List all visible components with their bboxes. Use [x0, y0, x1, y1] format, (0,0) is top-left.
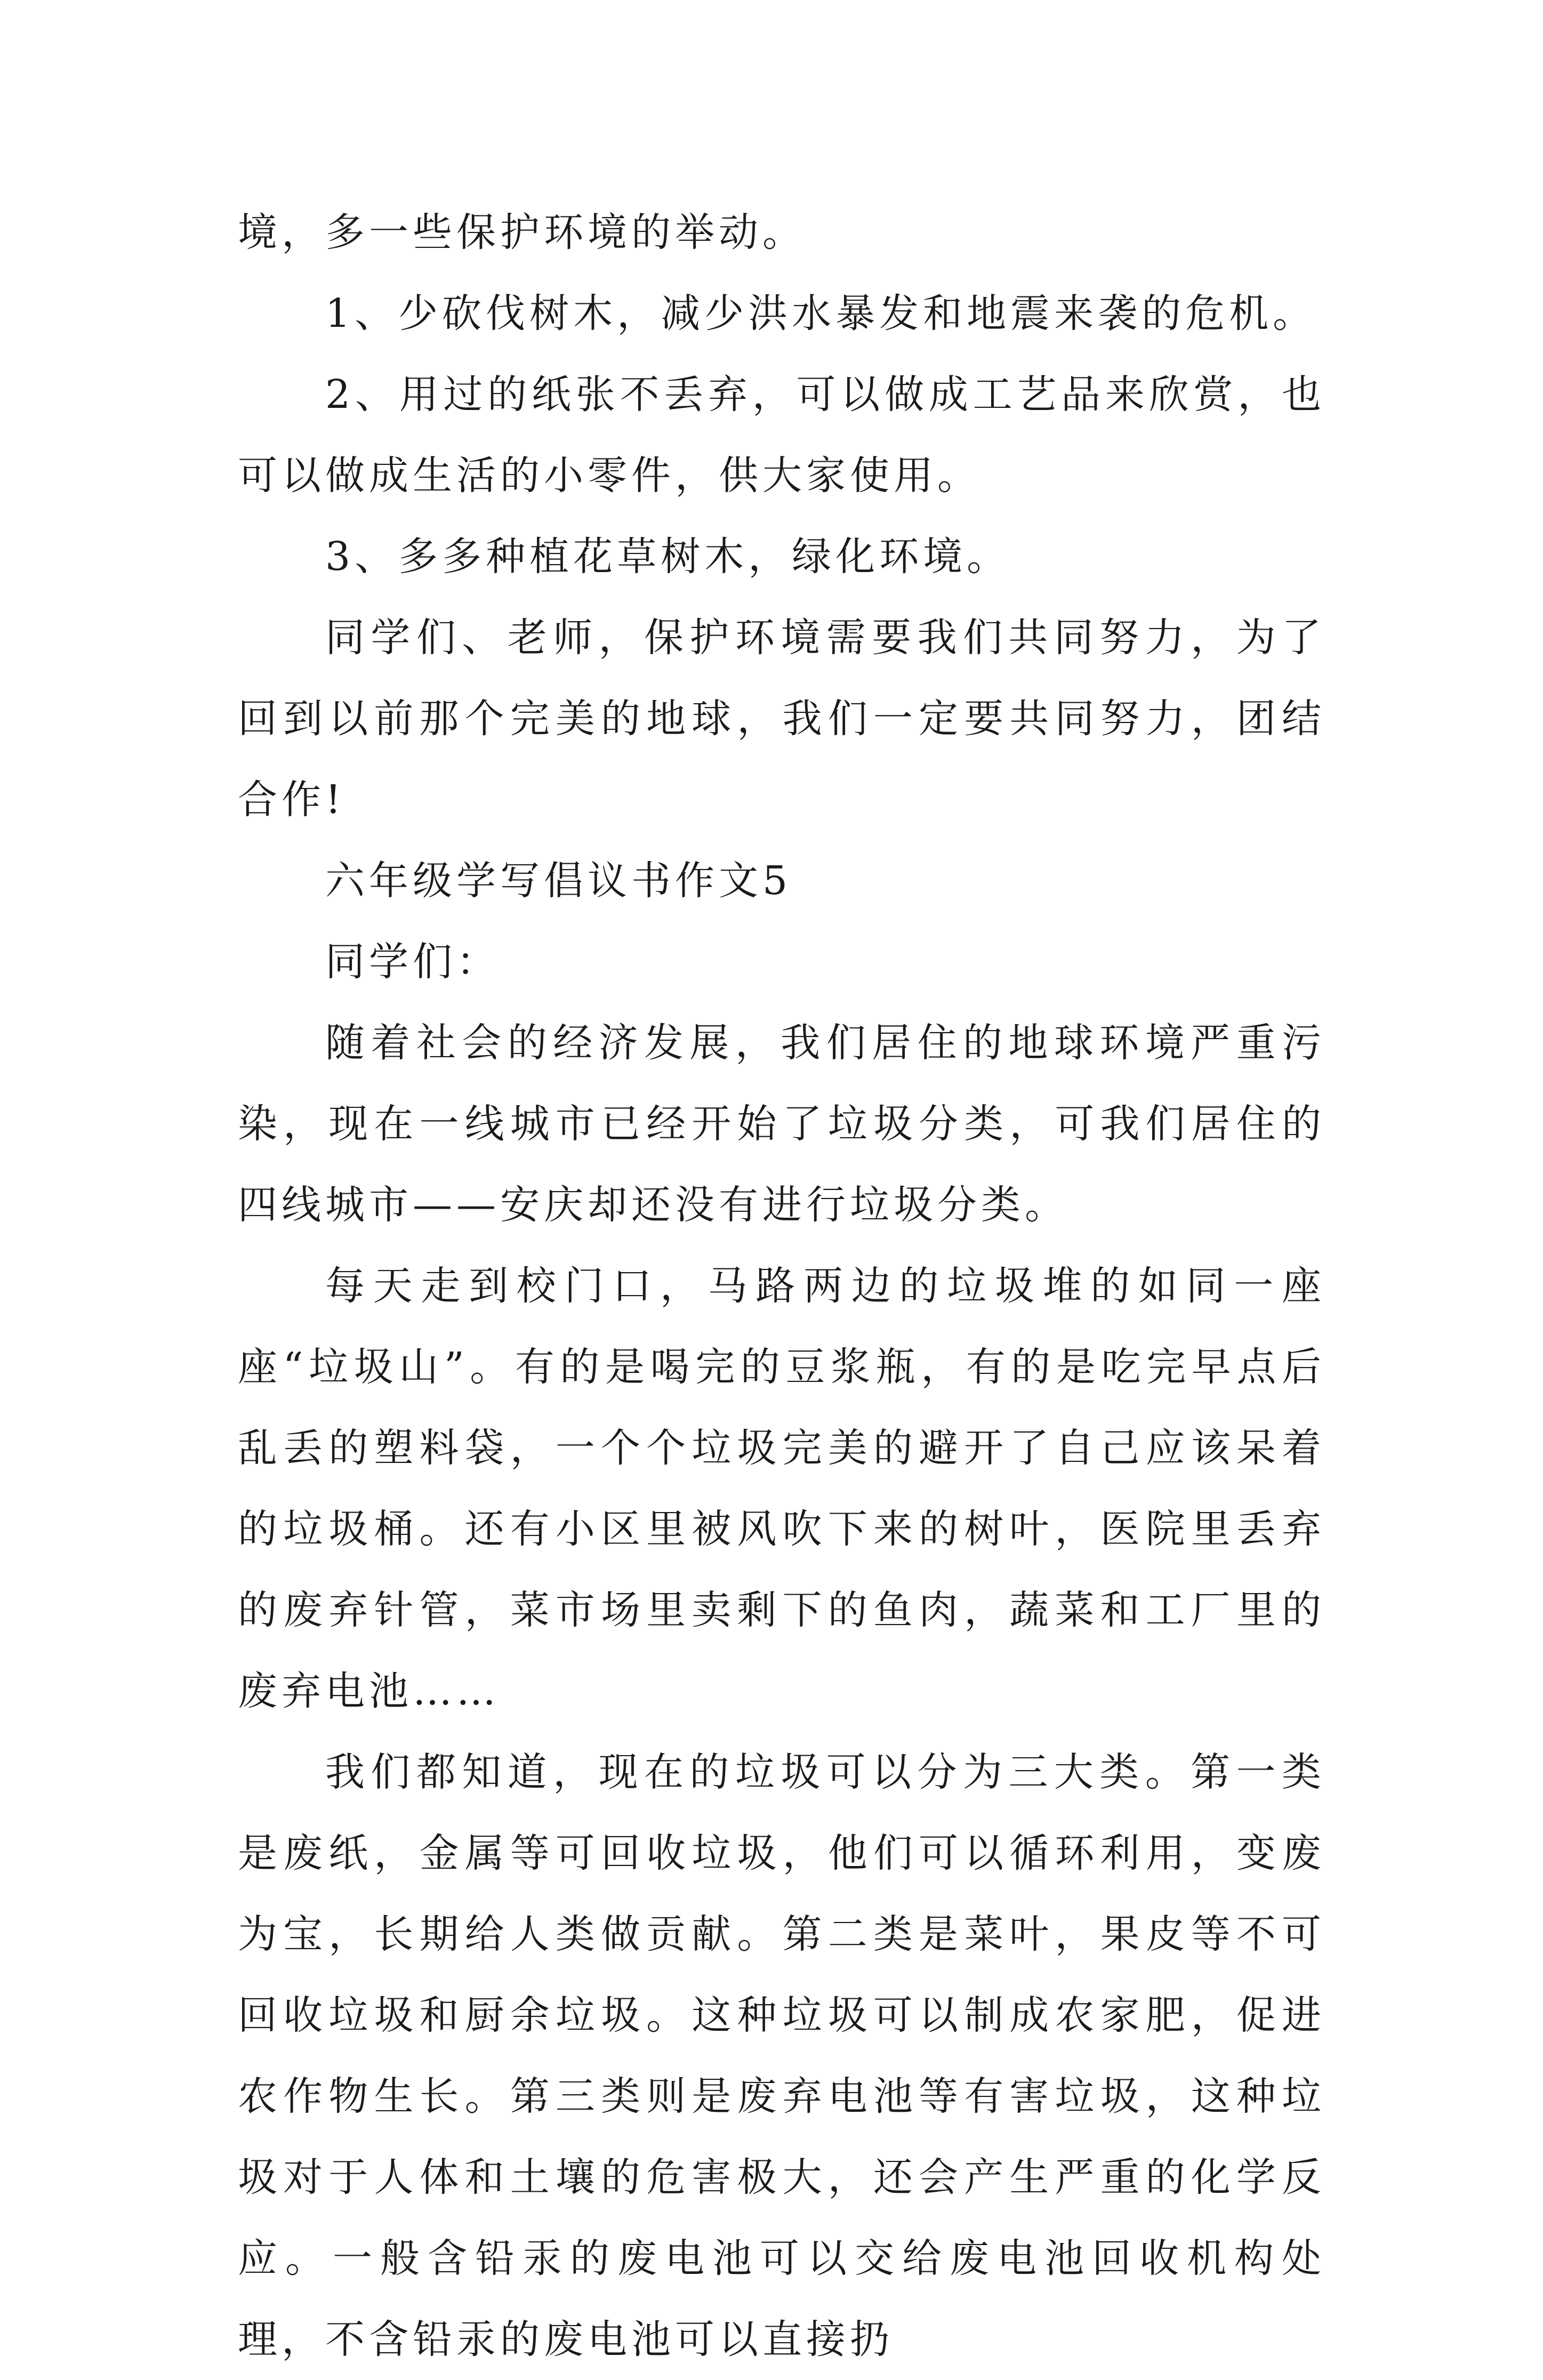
document-body	[238, 192, 1325, 2380]
paragraph-9: 每天走到校门口，马路两边的垃圾堆的如同一座座“垃圾山”。有的是喝完的豆浆瓶，有的是吃完早点后乱丢的塑料袋，一个个垃圾完美的避开了自己应该呆着的垃圾桶。还有小区里被风吹下来的树叶，医院里丢弃的废弃针管，菜市场里卖剩下的鱼肉，蔬菜和工厂里的废弃电池……	[238, 1263, 1325, 1714]
paragraph-5: 同学们、老师，保护环境需要我们共同努力，为了回到以前那个完美的地球，我们一定要共同努力，团结合作!	[238, 615, 1325, 823]
paragraph-8: 随着社会的经济发展，我们居住的地球环境严重污染，现在一线城市已经开始了垃圾分类，可我们居住的四线城市——安庆却还没有进行垃圾分类。	[238, 1020, 1325, 1228]
paragraph-10: 我们都知道，现在的垃圾可以分为三大类。第一类是废纸，金属等可回收垃圾，他们可以循环利用，变废为宝，长期给人类做贡献。第二类是菜叶，果皮等不可回收垃圾和厨余垃圾。这种垃圾可以制成农家肥，促进农作物生长。第三类则是废弃电池等有害垃圾，这种垃圾对于人体和土壤的危害极大，还会产生严重的化学反应。一般含铅汞的废电池可以交给废电池回收机构处理，不含铅汞的废电池可以直接扔	[238, 1749, 1325, 2362]
paragraph-3: 2、用过的纸张不丢弃，可以做成工艺品来欣赏，也可以做成生活的小零件，供大家使用。	[238, 372, 1325, 498]
paragraph-4: 3、多多种植花草树木，绿化环境。	[325, 534, 1011, 580]
section-heading: 六年级学写倡议书作文5	[325, 858, 792, 904]
paragraph-1: 境，多一些保护环境的举动。	[238, 210, 806, 255]
paragraph-2: 1、少砍伐树木，减少洪水暴发和地震来袭的危机。	[325, 291, 1317, 336]
salutation: 同学们：	[325, 939, 500, 985]
